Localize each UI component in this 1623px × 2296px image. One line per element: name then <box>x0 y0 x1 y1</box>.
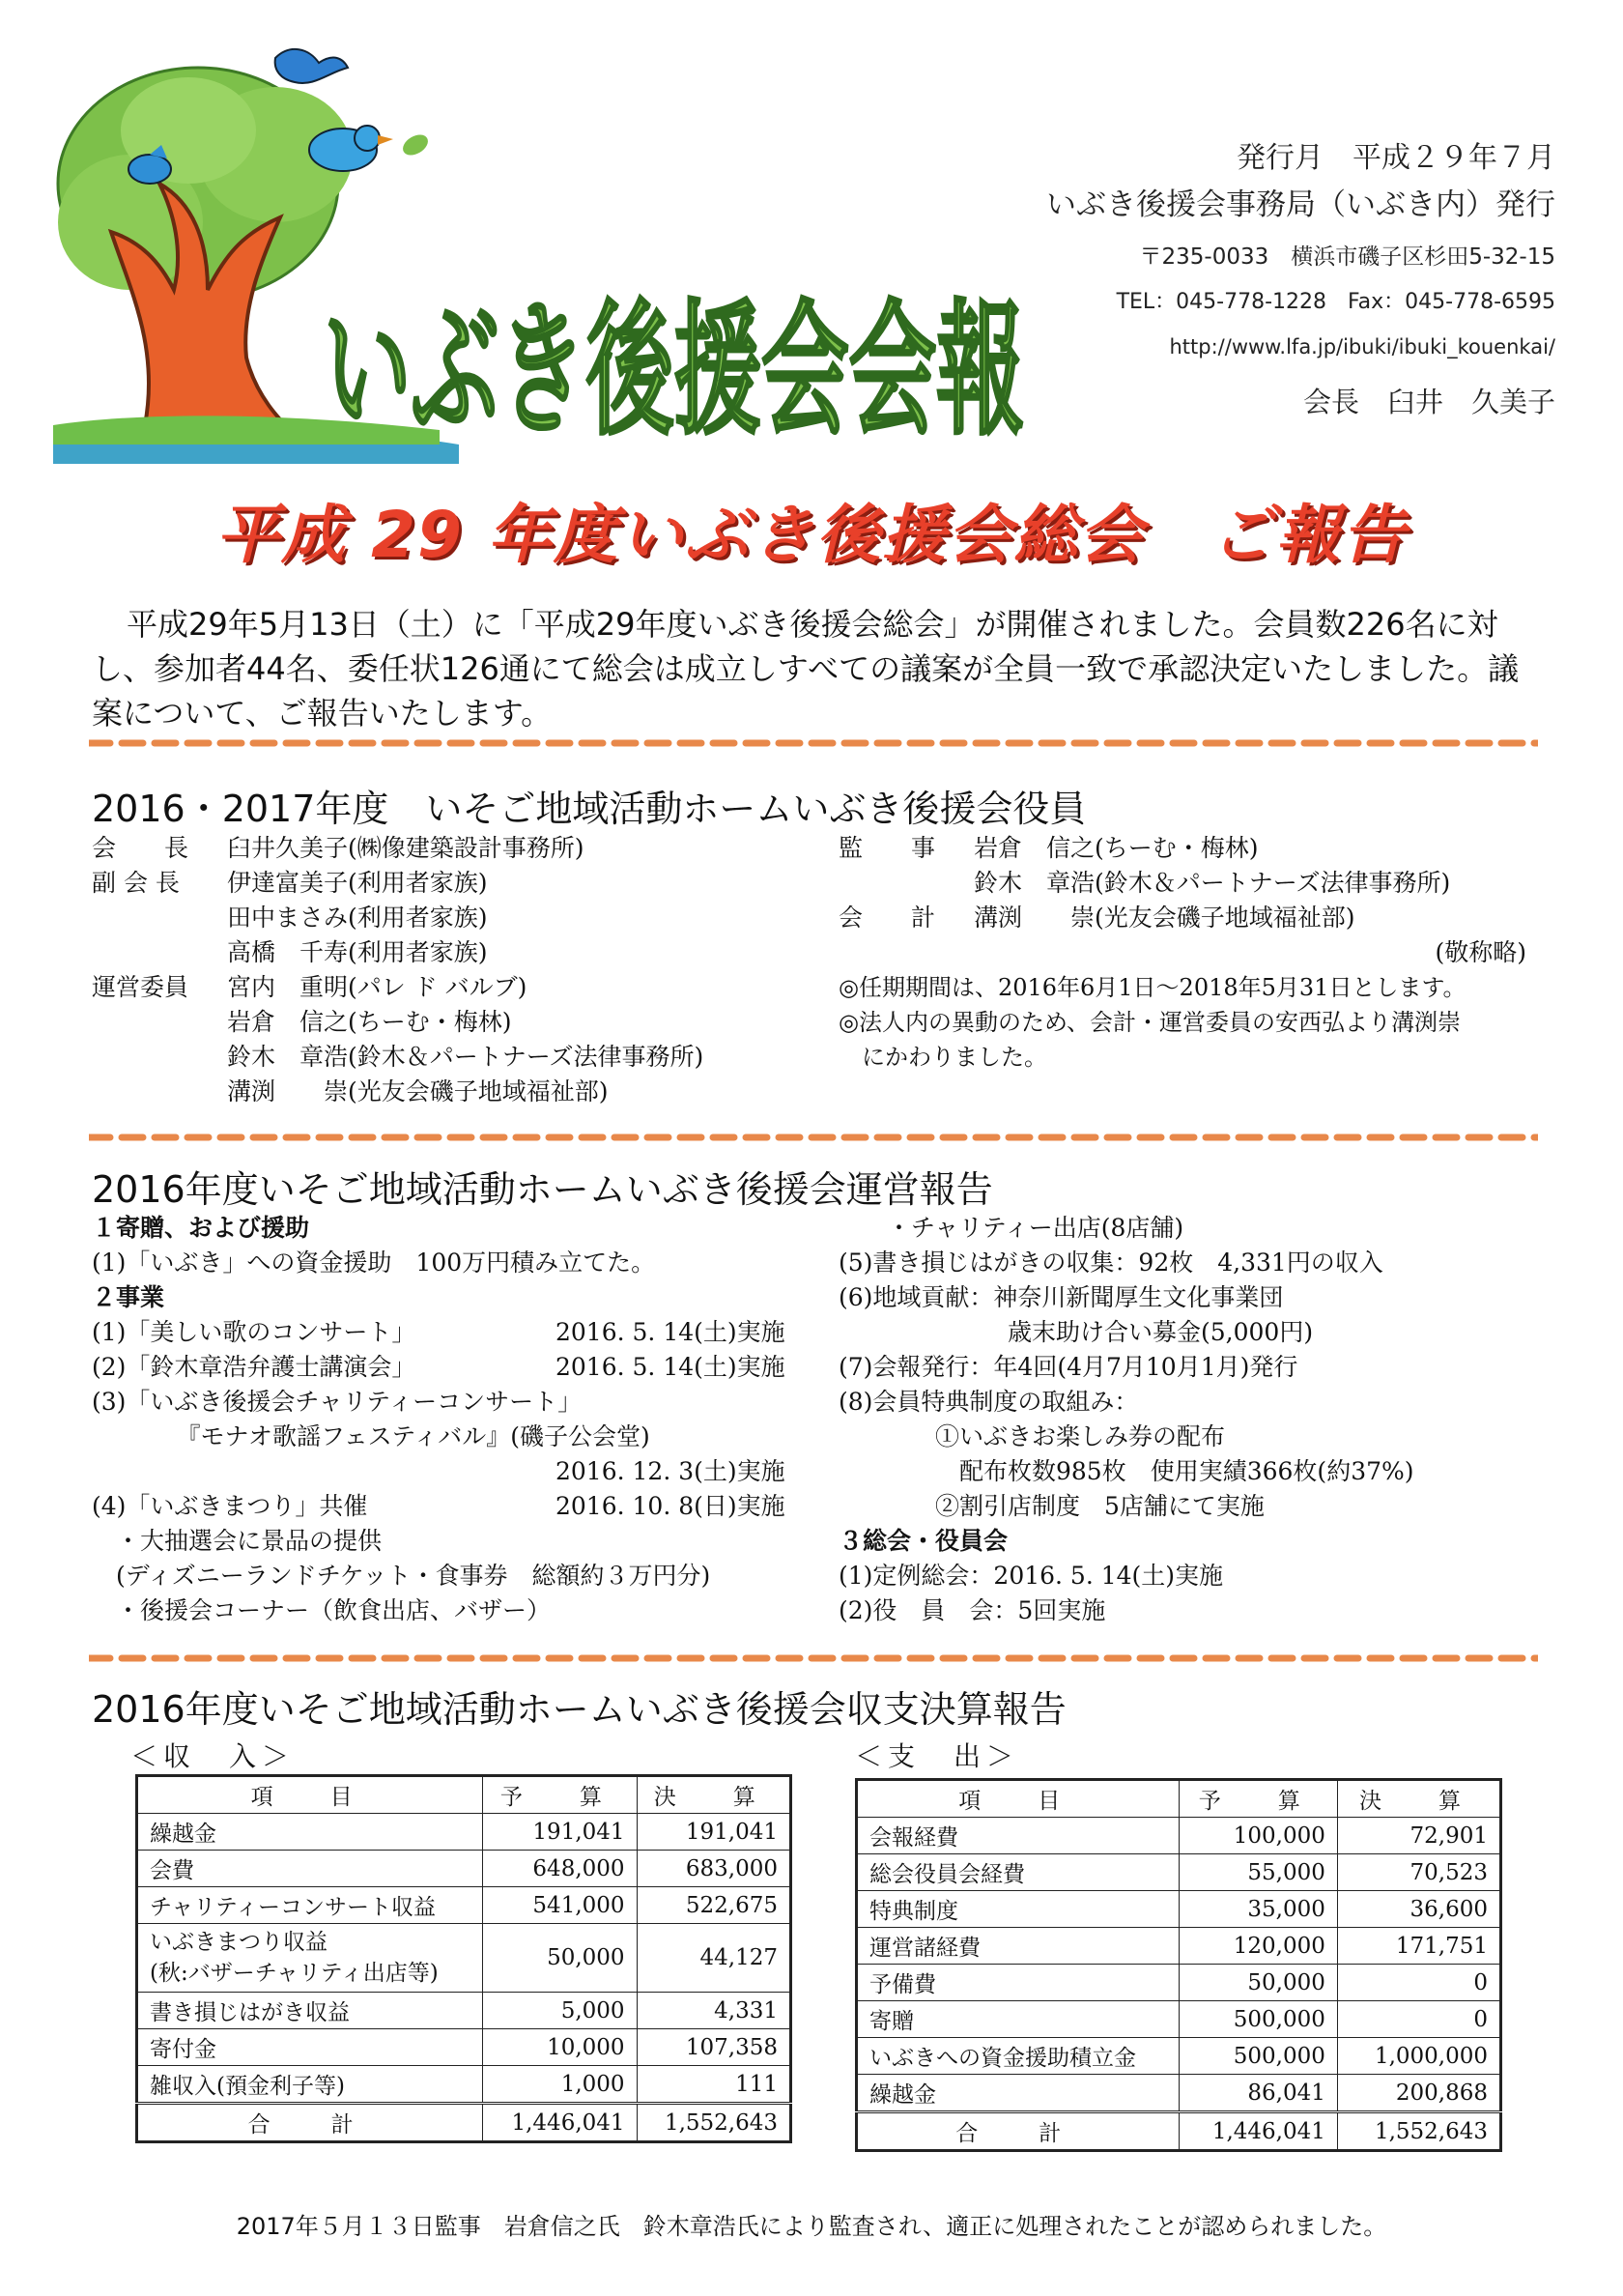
budget-cell: 100,000 <box>1179 1818 1337 1854</box>
officer-name: 宮内 重明(パレ ド バルブ) <box>227 973 527 1001</box>
officer-row <box>92 935 826 970</box>
item-cell: 繰越金 <box>137 1814 483 1851</box>
ops-text: (3)「いぶき後援会チャリティーコンサート」 <box>92 1388 583 1416</box>
ops-row: ①いぶきお楽しみ券の配布 <box>839 1422 1226 1450</box>
budget-cell: 648,000 <box>483 1851 637 1887</box>
item-cell: 総会役員会経費 <box>857 1854 1180 1891</box>
officer-row <box>92 901 826 935</box>
ops-text: (ディズニーランドチケット・食事券 総額約３万円分) <box>92 1562 711 1590</box>
officer-name: 溝渕 崇(光友会磯子地域福祉部) <box>974 904 1355 932</box>
actual-cell: 0 <box>1337 1965 1500 2001</box>
officer-row <box>839 901 1553 935</box>
ops-row <box>92 1211 797 1246</box>
total-label: 合 計 <box>857 2112 1180 2151</box>
ops-date: 2016. 5. 14(土)実施 <box>555 1318 785 1346</box>
ops-row: (6)地域貢献：神奈川新聞厚生文化事業団 <box>839 1283 1284 1311</box>
item-cell: 書き損じはがき収益 <box>137 1993 483 2029</box>
section-divider <box>89 1654 1538 1662</box>
expense-caption: ＜支 出＞ <box>855 1740 1020 1772</box>
col-header: 決 算 <box>637 1776 790 1814</box>
item-cell <box>137 1924 483 1993</box>
ops-row <box>92 1350 797 1385</box>
table-row <box>137 1887 791 1924</box>
total-budget: 1,446,041 <box>1179 2112 1337 2151</box>
officer-role: 会 計 <box>839 904 936 932</box>
ops-text: (1)「いぶき」への資金援助 100万円積み立てた。 <box>92 1248 656 1277</box>
chair-name: 会長 臼井 久美子 <box>1302 386 1555 418</box>
ops-row: (5)書き損じはがきの収集：92枚 4,331円の収入 <box>839 1248 1383 1277</box>
table-row <box>137 2066 791 2104</box>
budget-cell: 500,000 <box>1179 2001 1337 2038</box>
audit-note: 2017年５月１３日監事 岩倉信之氏 鈴木章浩氏により監査され、適正に処理されたことが認められました。 <box>236 2213 1387 2240</box>
item-line: いぶきまつり収益 <box>150 1930 327 1955</box>
table-header-row <box>857 1780 1501 1818</box>
ops-row <box>92 1280 797 1315</box>
actual-cell: 171,751 <box>1337 1928 1500 1965</box>
officer-name: 鈴木 章浩(鈴木＆パートナーズ法律事務所) <box>227 1043 704 1071</box>
publisher: いぶき後援会事務局（いぶき内）発行 <box>1046 187 1555 222</box>
table-row <box>857 1854 1501 1891</box>
officer-name: 臼井久美子(㈱像建築設計事務所) <box>227 834 584 862</box>
ops-text: ・後援会コーナー（飲食出店、バザー） <box>92 1596 552 1624</box>
ops-row <box>92 1489 797 1524</box>
actual-cell: 683,000 <box>637 1851 790 1887</box>
operations-left <box>92 1211 797 1628</box>
actual-cell: 4,331 <box>637 1993 790 2029</box>
actual-cell: 70,523 <box>1337 1854 1500 1891</box>
ops-row: ３総会・役員会 <box>839 1527 1009 1555</box>
bird-icon <box>275 49 348 83</box>
officer-name: 高橋 千寿(利用者家族) <box>227 938 488 966</box>
ops-date: 2016. 10. 8(日)実施 <box>555 1492 785 1520</box>
ops-text: 『モナオ歌謡フェスティバル』(磯子公会堂) <box>92 1422 650 1450</box>
section-divider <box>89 739 1538 747</box>
ops-row: 配布枚数985枚 使用実績366枚(約37%) <box>839 1457 1414 1485</box>
operations-title: 2016年度いそご地域活動ホームいぶき後援会運営報告 <box>92 1168 993 1211</box>
officer-role: 運営委員 <box>92 973 189 1001</box>
total-actual: 1,552,643 <box>637 2104 790 2142</box>
ops-text: ２事業 <box>92 1283 165 1311</box>
officer-role: 副 会 長 <box>92 869 180 897</box>
honorific-note: (敬称略) <box>1435 938 1526 966</box>
table-row <box>857 1891 1501 1928</box>
ops-text: １寄贈、および援助 <box>92 1214 310 1242</box>
actual-cell: 107,358 <box>637 2029 790 2066</box>
bird-icon <box>309 126 432 171</box>
item-cell: 繰越金 <box>857 2075 1180 2112</box>
item-cell: 寄付金 <box>137 2029 483 2066</box>
officer-name: 溝渕 崇(光友会磯子地域福祉部) <box>227 1077 609 1105</box>
officer-role: 監 事 <box>839 834 936 862</box>
officers-title: 2016・2017年度 いそご地域活動ホームいぶき後援会役員 <box>92 788 1087 830</box>
section-divider <box>89 1134 1538 1141</box>
col-header: 予 算 <box>483 1776 637 1814</box>
actual-cell: 44,127 <box>637 1924 790 1993</box>
budget-cell: 1,000 <box>483 2066 637 2104</box>
ops-row: ・チャリティー出店(8店舗) <box>839 1214 1184 1242</box>
budget-cell: 55,000 <box>1179 1854 1337 1891</box>
officers-left <box>92 831 826 1109</box>
headline: 平成 29 年度いぶき後援会総会 ご報告 <box>215 498 1408 572</box>
actual-cell: 0 <box>1337 2001 1500 2038</box>
transfer-note: ◎法人内の異動のため、会計・運営委員の安西弘より溝渕崇 <box>839 1009 1461 1036</box>
ops-date: 2016. 5. 14(土)実施 <box>555 1353 785 1381</box>
budget-cell: 50,000 <box>483 1924 637 1993</box>
ops-text: ・大抽選会に景品の提供 <box>92 1527 383 1555</box>
table-row <box>857 2075 1501 2112</box>
item-line-sub: (秋:バザーチャリティ出店等) <box>150 1961 439 1986</box>
ops-row <box>92 1559 797 1593</box>
table-row <box>857 2038 1501 2075</box>
phone-fax: TEL：045-778-1228 Fax：045-778-6595 <box>1116 290 1555 314</box>
col-header: 決 算 <box>1337 1780 1500 1818</box>
ops-date: 2016. 12. 3(土)実施 <box>555 1457 785 1485</box>
actual-cell: 36,600 <box>1337 1891 1500 1928</box>
intro-paragraph: 平成29年5月13日（土）に「平成29年度いぶき後援会総会」が開催されました。会員数226名に対し、参加者44名、委任状126通にて総会は成立しすべての議案が全員一致で承認決定いたしました。議案について、ご報告いたします。 <box>92 606 1520 732</box>
budget-cell: 120,000 <box>1179 1928 1337 1965</box>
col-header: 項 目 <box>857 1780 1180 1818</box>
address: 〒235-0033 横浜市磯子区杉田5-32-15 <box>1139 244 1555 270</box>
actual-cell: 1,000,000 <box>1337 2038 1500 2075</box>
finance-title: 2016年度いそご地域活動ホームいぶき後援会収支決算報告 <box>92 1688 1067 1731</box>
officer-row <box>92 866 826 901</box>
item-cell: 特典制度 <box>857 1891 1180 1928</box>
item-cell: 会費 <box>137 1851 483 1887</box>
officer-row <box>839 831 1553 866</box>
actual-cell: 522,675 <box>637 1887 790 1924</box>
budget-cell: 10,000 <box>483 2029 637 2066</box>
officer-name: 岩倉 信之(ちーむ・梅林) <box>227 1008 512 1036</box>
ops-row: (7)会報発行：年4回(4月7月10月1月)発行 <box>839 1353 1298 1381</box>
table-header-row <box>137 1776 791 1814</box>
masthead-logo <box>53 39 1029 464</box>
table-row <box>137 1814 791 1851</box>
ops-row: 歳末助け合い募金(5,000円) <box>839 1318 1314 1346</box>
officer-row <box>92 1040 826 1075</box>
ops-text: (1)「美しい歌のコンサート」 <box>92 1318 416 1346</box>
table-row <box>857 1818 1501 1854</box>
ops-row: (8)会員特典制度の取組み： <box>839 1388 1139 1416</box>
ops-row <box>92 1385 797 1420</box>
actual-cell: 111 <box>637 2066 790 2104</box>
officer-row <box>92 970 826 1005</box>
total-row <box>137 2104 791 2142</box>
ops-text: (4)「いぶきまつり」共催 <box>92 1492 368 1520</box>
officer-row <box>92 831 826 866</box>
budget-cell: 500,000 <box>1179 2038 1337 2075</box>
budget-cell: 35,000 <box>1179 1891 1337 1928</box>
col-header: 予 算 <box>1179 1780 1337 1818</box>
ops-row: (2)役 員 会：5回実施 <box>839 1596 1106 1624</box>
table-row <box>857 2001 1501 2038</box>
income-table <box>135 1774 792 2143</box>
officer-row <box>92 1005 826 1040</box>
issue-date: 発行月 平成２９年７月 <box>1237 141 1555 175</box>
item-cell: いぶきへの資金援助積立金 <box>857 2038 1180 2075</box>
item-cell: 寄贈 <box>857 2001 1180 2038</box>
budget-cell: 191,041 <box>483 1814 637 1851</box>
table-row <box>137 1851 791 1887</box>
transfer-note-cont: にかわりました。 <box>839 1044 1047 1071</box>
actual-cell: 200,868 <box>1337 2075 1500 2112</box>
officer-row <box>839 866 1553 901</box>
budget-cell: 86,041 <box>1179 2075 1337 2112</box>
table-row <box>137 2029 791 2066</box>
actual-cell: 191,041 <box>637 1814 790 1851</box>
masthead-title-text: いぶき後援会会報 <box>324 287 1024 455</box>
officer-name: 田中まさみ(利用者家族) <box>227 904 488 932</box>
ops-text: (2)「鈴木章浩弁護士講演会」 <box>92 1353 416 1381</box>
total-actual: 1,552,643 <box>1337 2112 1500 2151</box>
total-label: 合 計 <box>137 2104 483 2142</box>
item-cell: 運営諸経費 <box>857 1928 1180 1965</box>
officer-name: 鈴木 章浩(鈴木＆パートナーズ法律事務所) <box>974 869 1451 897</box>
officers-right <box>839 831 1553 1075</box>
income-caption: ＜収 入＞ <box>130 1740 296 1772</box>
table-row <box>137 1993 791 2029</box>
budget-cell: 541,000 <box>483 1887 637 1924</box>
budget-cell: 50,000 <box>1179 1965 1337 2001</box>
item-cell: 雑収入(預金利子等) <box>137 2066 483 2104</box>
masthead-title <box>324 287 1024 455</box>
ops-row <box>92 1454 797 1489</box>
ops-row <box>92 1315 797 1350</box>
total-row <box>857 2112 1501 2151</box>
table-row <box>857 1965 1501 2001</box>
officer-name: 伊達富美子(利用者家族) <box>227 869 488 897</box>
total-budget: 1,446,041 <box>483 2104 637 2142</box>
ops-row <box>92 1593 797 1628</box>
website-link[interactable]: http://www.lfa.jp/ibuki/ibuki_kouenkai/ <box>1169 335 1555 359</box>
ops-row: ②割引店制度 5店舗にて実施 <box>839 1492 1265 1520</box>
ops-row <box>92 1420 797 1454</box>
term-note: ◎任期期間は、2016年6月1日～2018年5月31日とします。 <box>839 974 1466 1001</box>
item-cell: チャリティーコンサート収益 <box>137 1887 483 1924</box>
ops-row <box>92 1246 797 1280</box>
ops-row: (1)定例総会：2016. 5. 14(土)実施 <box>839 1562 1224 1590</box>
item-cell: 会報経費 <box>857 1818 1180 1854</box>
table-row <box>137 1924 791 1993</box>
table-row <box>857 1928 1501 1965</box>
ops-row <box>92 1524 797 1559</box>
item-cell: 予備費 <box>857 1965 1180 2001</box>
officer-name: 岩倉 信之(ちーむ・梅林) <box>974 834 1259 862</box>
officer-role: 会 長 <box>92 834 189 862</box>
expense-table <box>855 1778 1502 2152</box>
officer-row <box>92 1075 826 1109</box>
budget-cell: 5,000 <box>483 1993 637 2029</box>
col-header: 項 目 <box>137 1776 483 1814</box>
actual-cell: 72,901 <box>1337 1818 1500 1854</box>
operations-right <box>839 1211 1553 1628</box>
